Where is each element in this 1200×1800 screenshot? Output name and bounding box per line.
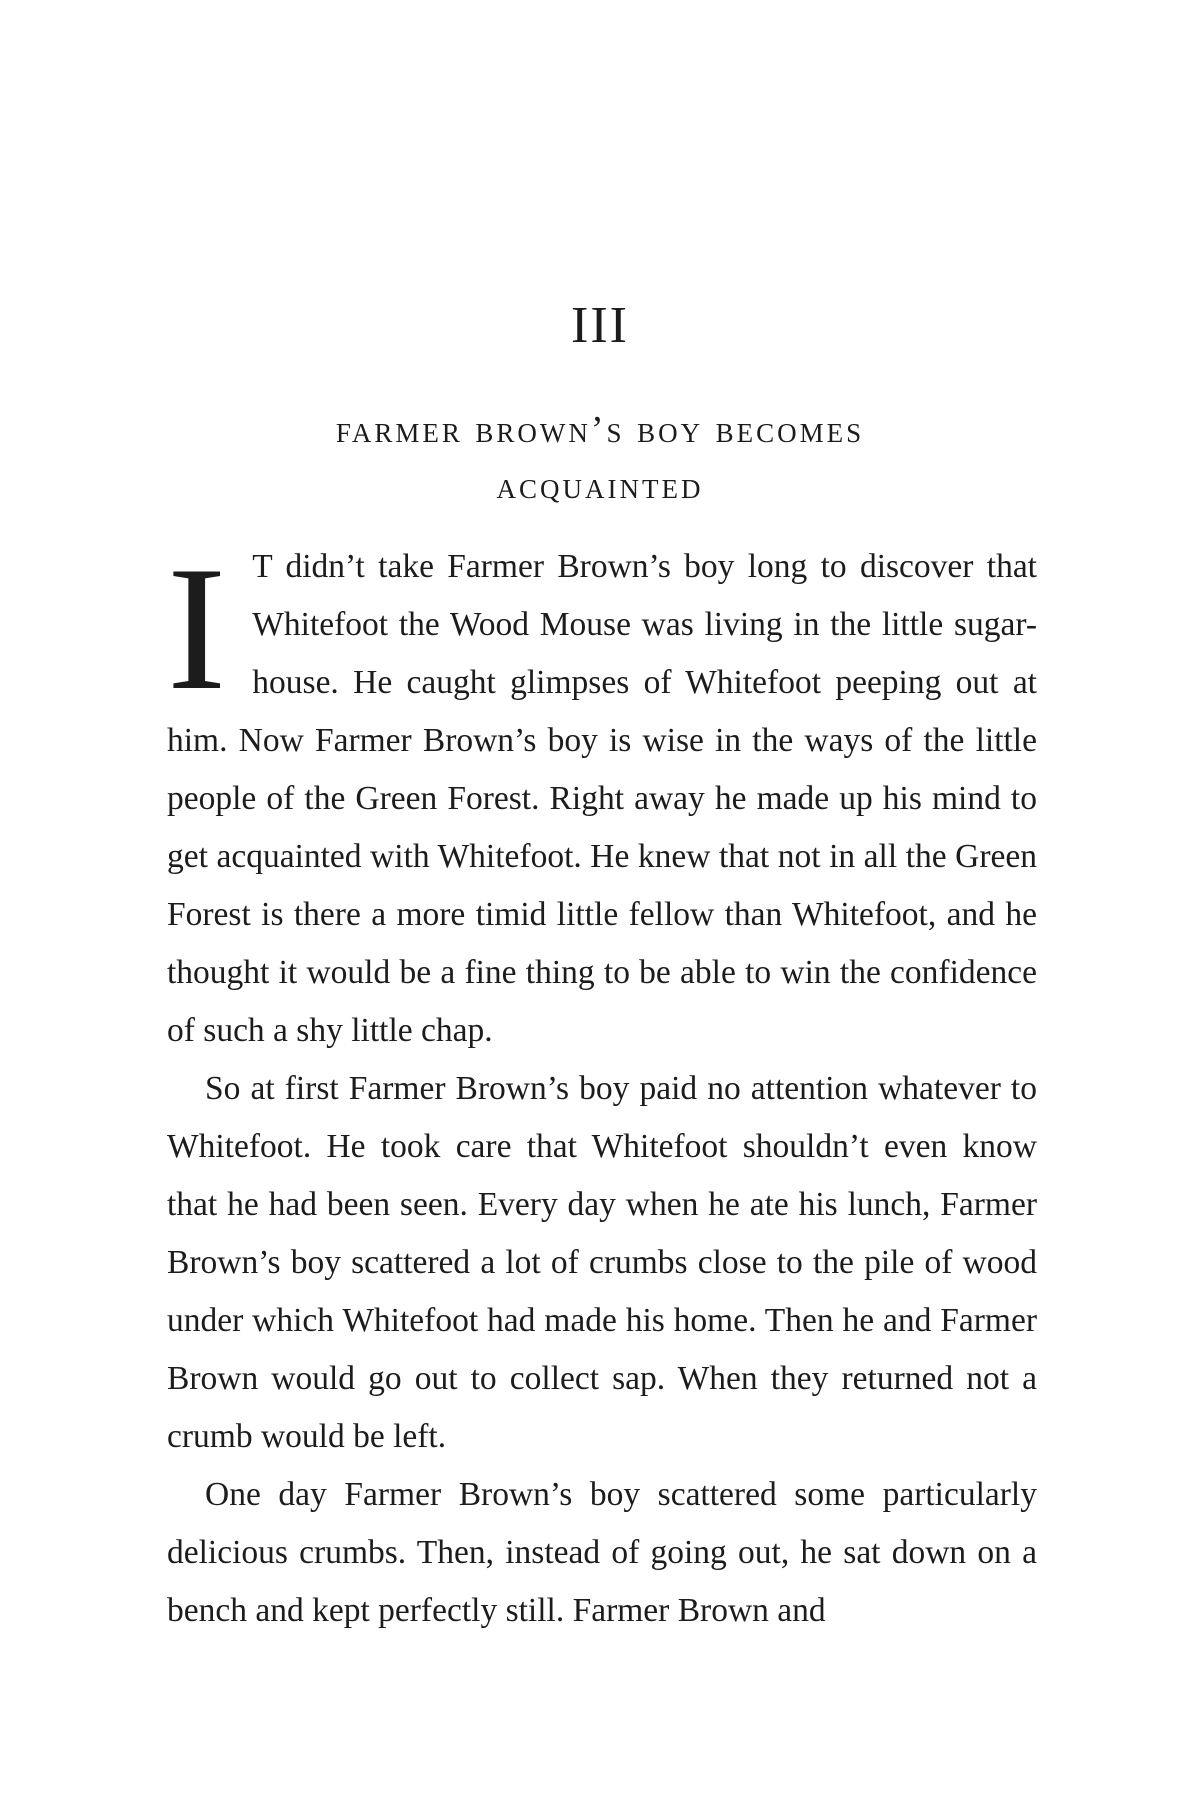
chapter-body: [167, 529, 1037, 1640]
chapter-number: III: [571, 297, 629, 354]
paragraph-2: So at first Farmer Brown’s boy paid no attention whatever to Whitefoot. He took care that Whitefoot shouldn’t even know that he had been seen. Every day when he ate his lunch, Farmer Brown’s boy scattered a lot of crumbs close to the pile of wood under which Whitefoot had made his home. Then he and Farmer Brown would go out to collect sap. When they returned not a crumb would be left.: [167, 1070, 1037, 1455]
paragraph-1-text: T didn’t take Farmer Brown’s boy long to discover that Whitefoot the Wood Mouse was living in the little sugar-house. He caught glimpses of Whitefoot peeping out at him. Now Farmer Brown’s boy is wise in the ways of the little people of the Green Forest. Right away he made up his mind to get acquainted with Whitefoot. He knew that not in all the Green Forest is there a more timid little fellow than Whitefoot, and he thought it would be a fine thing to be able to win the confidence of such a shy little chap.: [167, 548, 1037, 1049]
chapter-title: [0, 402, 1200, 514]
chapter-title-line-1: farmer brown’s boy becomes: [335, 409, 865, 451]
drop-cap: I: [167, 529, 227, 727]
paragraph-1: [167, 529, 1037, 1060]
chapter-title-line-2: acquainted: [496, 465, 704, 507]
paragraph-3: One day Farmer Brown’s boy scattered some particularly delicious crumbs. Then, instead of going out, he sat down on a bench and kept perfectly still. Farmer Brown and: [167, 1476, 1037, 1629]
